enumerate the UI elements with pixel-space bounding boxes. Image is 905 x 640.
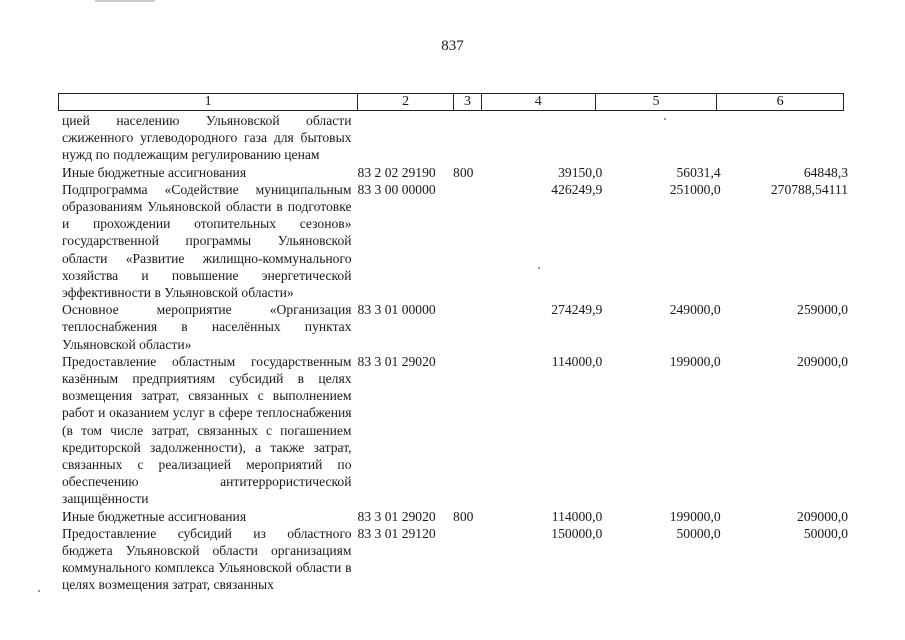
row-value-col4: 150000,0	[551, 525, 603, 541]
header-col-3: 3	[454, 94, 482, 110]
table-row	[62, 164, 848, 181]
row-value-col5: 199000,0	[669, 508, 721, 524]
row-description: Иные бюджетные ассигнования	[62, 164, 247, 180]
row-code: 83 3 01 29020	[357, 508, 436, 524]
table-row	[62, 181, 848, 301]
table-row	[62, 112, 848, 164]
row-code: 83 3 01 29020	[357, 353, 436, 369]
table-row	[62, 508, 848, 525]
row-value-col6: 259000,0	[797, 302, 849, 318]
row-value-col6: 209000,0	[797, 353, 849, 369]
row-value-col4: 39150,0	[558, 164, 603, 180]
row-code: 83 3 01 00000	[357, 302, 436, 318]
table-body	[62, 112, 848, 594]
header-col-2: 2	[358, 94, 454, 110]
scan-speck	[664, 118, 666, 120]
row-expense-type	[453, 525, 479, 594]
row-code: 83 2 02 29190	[357, 164, 436, 180]
row-description: Предоставление областным государственным казённым предприятиям субсидий в целях возмещения затрат, связанных с выполнением работ и оказанием услуг в сфере теплоснабжения (в том числе затрат, связанных с погашением кредиторской задолженности), а также затрат, связанных с реализацией мероприятий по обеспечению антитеррористической защищённости	[62, 353, 352, 507]
table-row	[62, 353, 848, 508]
row-description: Подпрограмма «Содействие муниципальным образованиям Ульяновской области в подготовке и прохождении отопительных сезонов» государственной программы Ульяновской области «Развитие жилищно-коммунального хозяйства и повышение энергетической эффективности в Ульяновской области»	[62, 181, 352, 301]
row-value-col6: 209000,0	[797, 508, 849, 524]
table-header-row	[58, 93, 844, 111]
row-value-col5: 249000,0	[669, 302, 721, 318]
row-description: Иные бюджетные ассигнования	[62, 508, 247, 524]
row-value-col5	[602, 112, 720, 164]
row-code: 83 3 01 29120	[357, 525, 436, 541]
scan-artifact	[95, 0, 155, 2]
row-description: Предоставление субсидий из областного бюджета Ульяновской области организациям коммунального комплекса Ульяновской области в целях возмещения затрат, связанных	[62, 525, 352, 593]
row-code	[358, 112, 454, 164]
header-col-5: 5	[596, 94, 718, 110]
row-description: Основное мероприятие «Организация теплоснабжения в населённых пунктах Ульяновской области»	[62, 302, 352, 352]
row-code: 83 3 00 00000	[357, 181, 436, 197]
row-description: цией населению Ульяновской области сжиженного углеводородного газа для бытовых нужд по подлежащим регулированию ценам	[62, 113, 352, 163]
row-value-col6: 270788,54111	[770, 181, 849, 197]
scan-speck	[38, 590, 40, 592]
row-value-col4: 274249,9	[551, 302, 603, 318]
row-value-col5: 199000,0	[669, 353, 721, 369]
row-value-col4: 426249,9	[551, 181, 603, 197]
row-value-col6: 50000,0	[803, 525, 849, 541]
row-expense-type: 800	[453, 164, 474, 180]
page-number: 837	[441, 38, 464, 54]
row-value-col5: 251000,0	[669, 181, 721, 197]
table-row	[62, 525, 848, 594]
header-col-6: 6	[776, 94, 784, 109]
row-value-col4: 114000,0	[551, 508, 603, 524]
row-expense-type	[453, 353, 479, 508]
row-expense-type: 800	[453, 508, 474, 524]
header-col-1: 1	[59, 94, 358, 110]
row-expense-type	[453, 181, 479, 301]
row-expense-type	[453, 112, 479, 164]
row-value-col5: 56031,4	[676, 164, 721, 180]
header-col-4: 4	[482, 94, 596, 110]
row-value-col6: 64848,3	[803, 164, 849, 180]
row-value-col4	[479, 112, 602, 164]
row-value-col4: 114000,0	[551, 353, 603, 369]
scan-speck	[538, 267, 540, 269]
row-expense-type	[453, 301, 479, 353]
row-value-col5: 50000,0	[676, 525, 721, 541]
table-row	[62, 301, 848, 353]
row-value-col6	[721, 112, 848, 164]
